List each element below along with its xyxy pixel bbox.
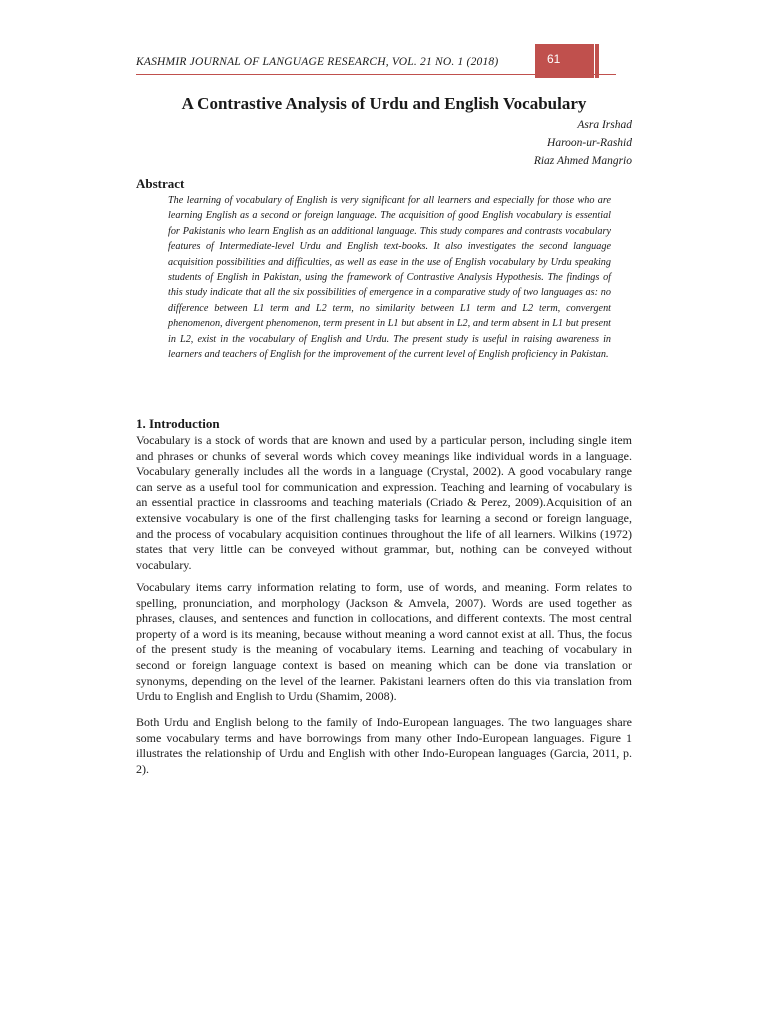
- author-list: [534, 116, 632, 170]
- header-rule: [136, 74, 616, 75]
- page-number-badge: 61: [535, 44, 599, 78]
- journal-title: KASHMIR JOURNAL OF LANGUAGE RESEARCH, VOL. 21 NO. 1 (2018): [136, 56, 499, 68]
- abstract-heading: Abstract: [136, 176, 185, 191]
- body-paragraph: Vocabulary is a stock of words that are known and used by a particular person, including single item and phrases or chunks of several words which covey meanings like individual words in a language. Vocabulary generally includes all the words in a language (Crystal, 2002). A good vocabulary range can serve as a useful tool for communication and expression. Teaching and learning of vocabulary is an essential practice in classrooms and teaching materials (Criado & Perez, 2009).Acquisition of an extensive vocabulary is one of the first challenging tasks for learning a second or foreign language, and the process of vocabulary acquisition continues throughout the life of all learners. Wilkins (1972) states that very little can be conveyed without grammar, but, nothing can be conveyed without vocabulary.: [136, 433, 632, 572]
- body-paragraph: Vocabulary items carry information relating to form, use of words, and meaning. Form relates to spelling, pronunciation, and morphology (Jackson & Amvela, 2007). Words are used together as phrases, clauses, and sentences and function in collocations, and different contexts. The most central property of a word is its meaning, because without meaning a word cannot exist at all. Thus, the focus of the present study is the meaning of vocabulary items. Learning and teaching of vocabulary in second or foreign language context is based on meaning which can be done via translation or synonyms, depending on the level of the learner. Pakistani learners often do this via translation from Urdu to English and English to Urdu (Shamim, 2008).: [136, 580, 632, 704]
- running-header: [136, 54, 616, 76]
- author-name: Asra Irshad: [577, 119, 632, 131]
- abstract-text: The learning of vocabulary of English is very significant for all learners and especially for those who are learning English as a second or foreign language. The acquisition of good English vocabulary is essential for Pakistanis who learn English as an additional language. This study compares and contrasts vocabulary features of Intermediate-level Urdu and English text-books. It also investigates the second language acquisition possibilities and difficulties, as well as ease in the use of English vocabulary by Urdu speaking students of English in Pakistan, using the framework of Contrastive Analysis Hypothesis. The findings of this study indicate that all the six possibilities of emergence in a comparative study of two languages as: no difference between L1 term and L2 term, no similarity between L1 term and L2 term, convergent phenomenon, divergent phenomenon, term present in L1 but absent in L2, and term absent in L1 but present in L2, exist in the vocabulary of English and Urdu. The present study is useful in raising awareness in learners and teachers of English for the improvement of the current level of English proficiency in Pakistan.: [168, 195, 611, 361]
- section-heading-introduction: 1. Introduction: [136, 416, 220, 431]
- author-name: Haroon-ur-Rashid: [547, 137, 632, 149]
- body-paragraph: Both Urdu and English belong to the family of Indo-European languages. The two languages share some vocabulary terms and have borrowings from many other Indo-European languages. Figure 1 illustrates the relationship of Urdu and English with other Indo-European languages (Garcia, 2011, p. 2).: [136, 715, 632, 776]
- paper-title: A Contrastive Analysis of Urdu and English Vocabulary: [181, 94, 587, 113]
- author-name: Riaz Ahmed Mangrio: [533, 155, 632, 167]
